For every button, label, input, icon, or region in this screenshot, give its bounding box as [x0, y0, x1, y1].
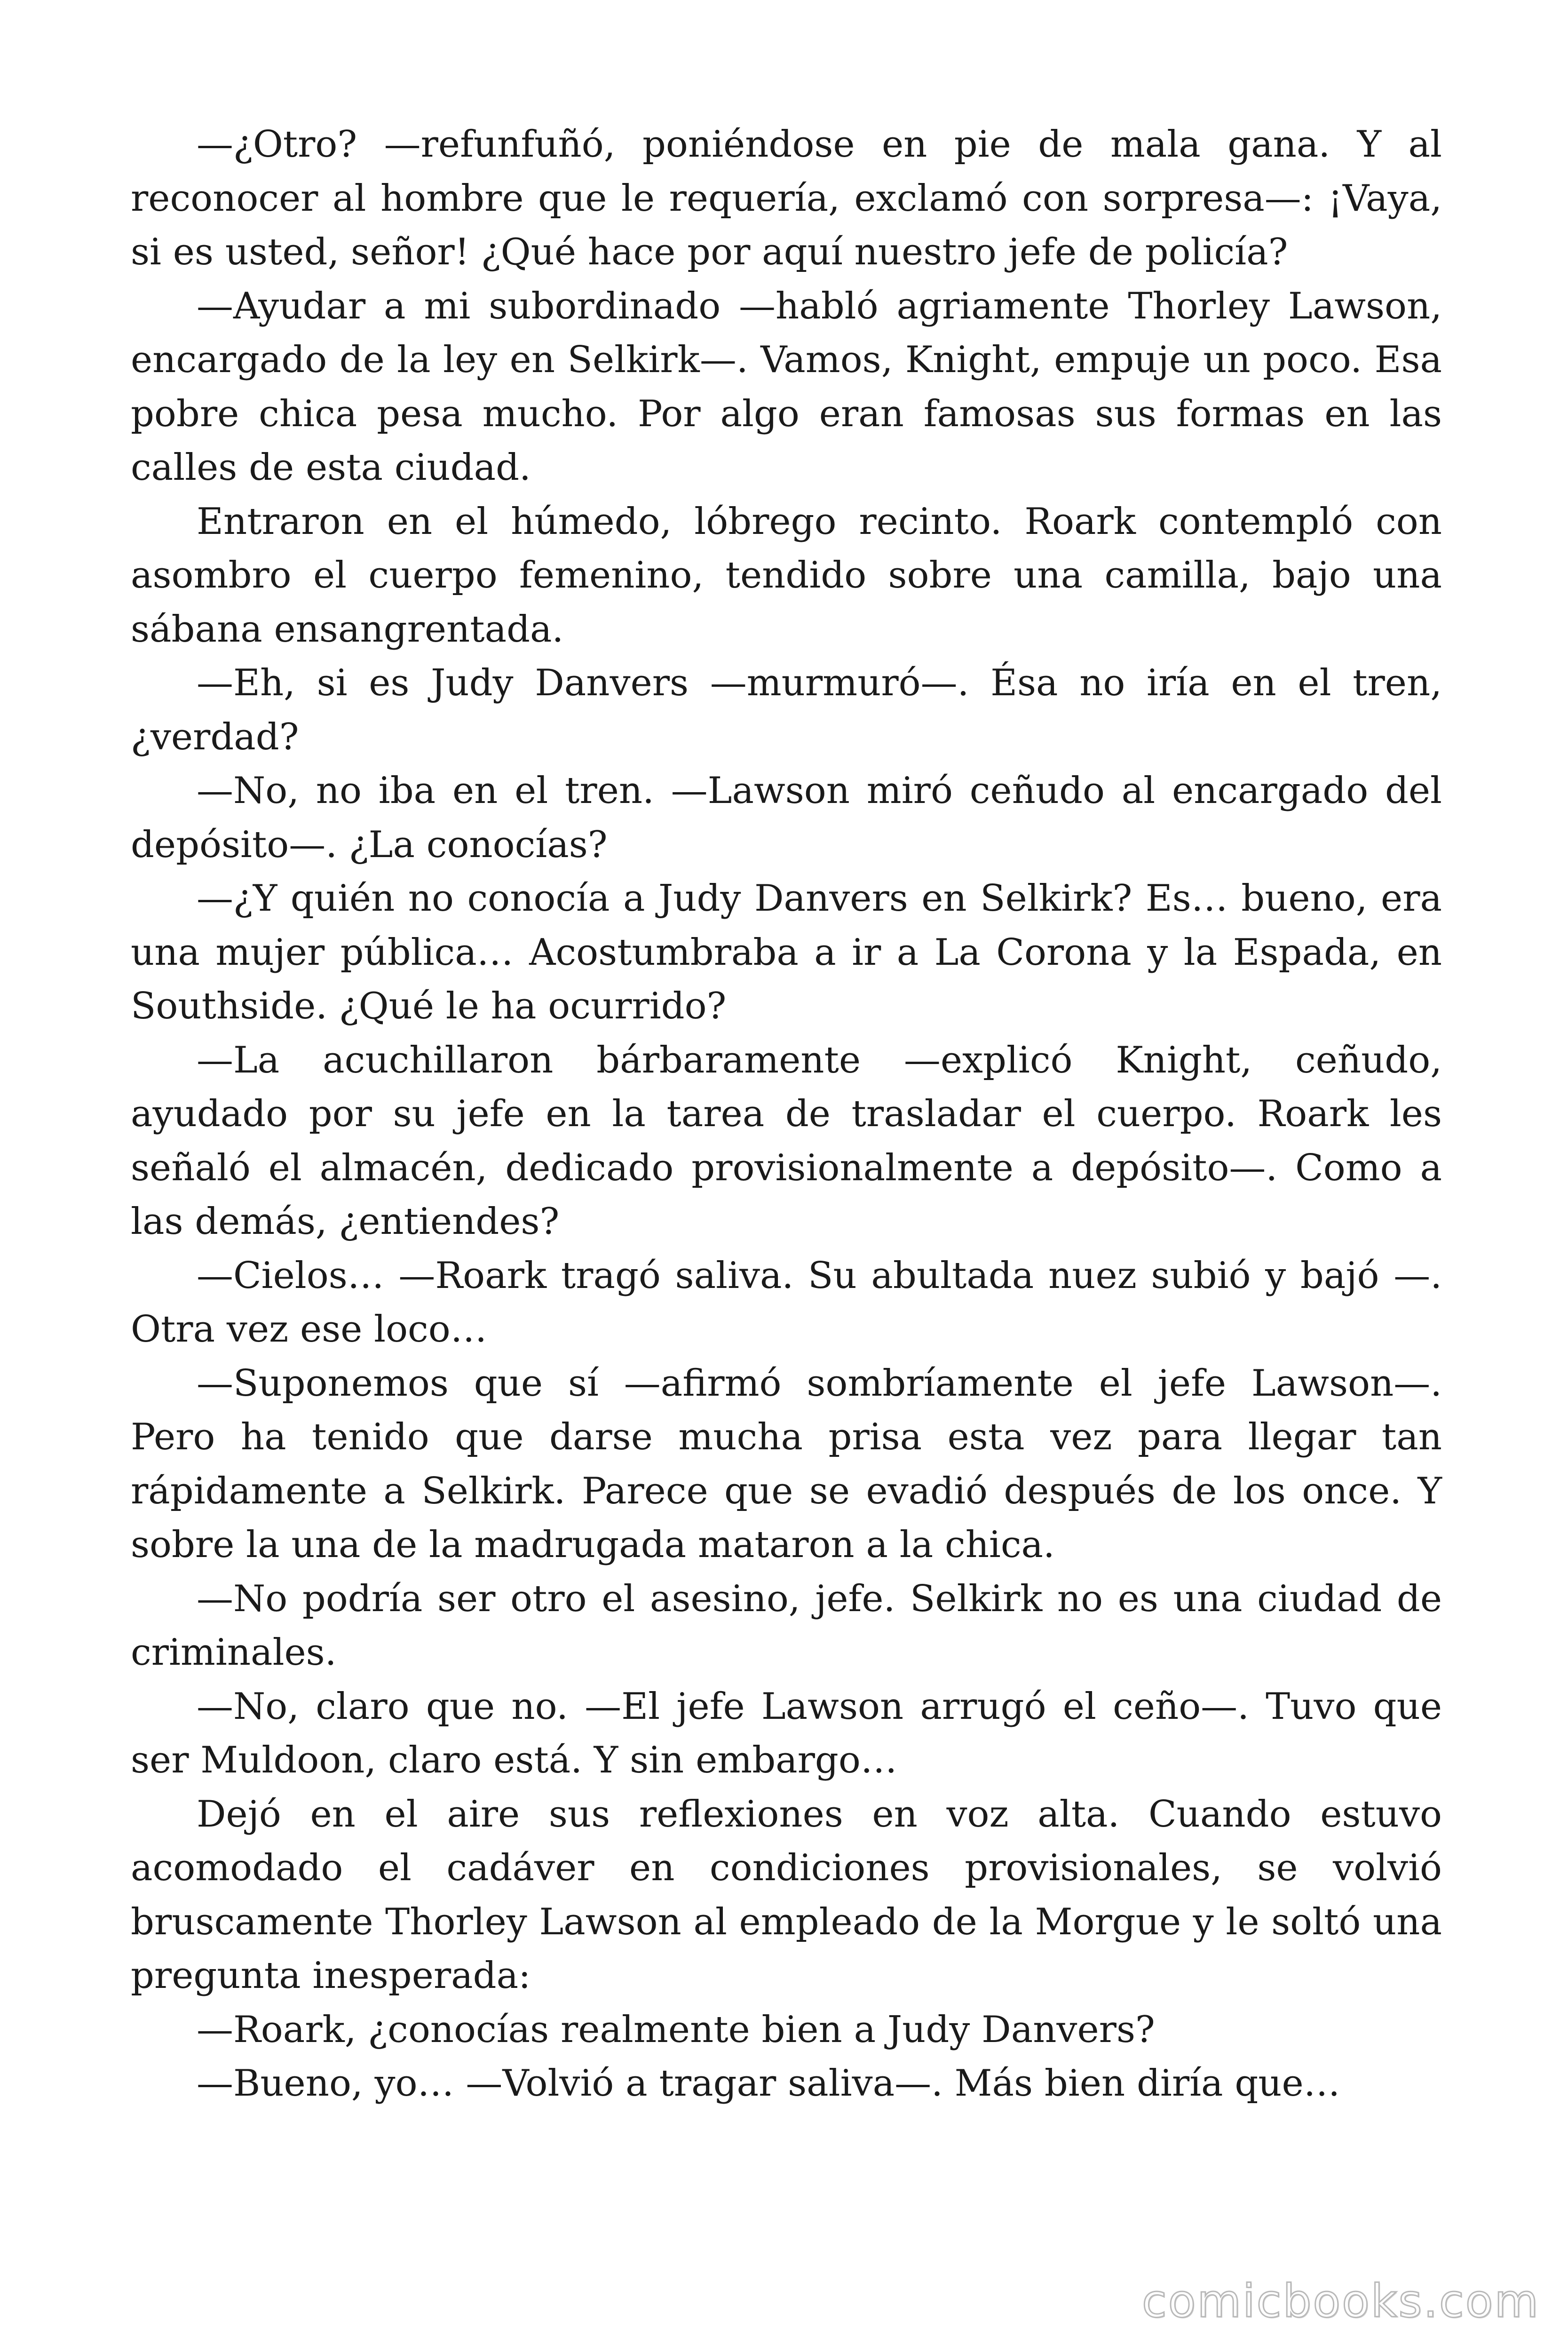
paragraph: Entraron en el húmedo, lóbrego recinto. Roark contempló con asombro el cuerpo femenino, tendido sobre una camilla, bajo una sábana ensangrentada.: [131, 500, 1442, 651]
paragraph: —Ayudar a mi subordinado —habló agriamente Thorley Lawson, encargado de la ley en Selkirk—. Vamos, Knight, empuje un poco. Esa pobre chica pesa mucho. Por algo eran famosas sus formas en las calles de esta ciudad.: [131, 285, 1442, 489]
paragraph: —Cielos… —Roark tragó saliva. Su abultada nuez subió y bajó —. Otra vez ese loco…: [131, 1254, 1442, 1351]
paragraph: —Roark, ¿conocías realmente bien a Judy Danvers?: [197, 2008, 1155, 2051]
paragraph: Dejó en el aire sus reflexiones en voz alta. Cuando estuvo acomodado el cadáver en condiciones provisionales, se volvió bruscamente Thorley Lawson al empleado de la Morgue y le soltó una pregunta inesperada:: [131, 1793, 1442, 1997]
paragraph: —¿Y quién no conocía a Judy Danvers en Selkirk? Es… bueno, era una mujer pública… Acostumbraba a ir a La Corona y la Espada, en Southside. ¿Qué le ha ocurrido?: [131, 877, 1442, 1027]
paragraph: —Bueno, yo… —Volvió a tragar saliva—. Más bien diría que…: [197, 2062, 1340, 2105]
paragraph: —La acuchillaron bárbaramente —explicó Knight, ceñudo, ayudado por su jefe en la tarea de trasladar el cuerpo. Roark les señaló el almacén, dedicado provisionalmente a depósito—. Como a las demás, ¿entiendes?: [131, 1039, 1442, 1243]
paragraph: —No podría ser otro el asesino, jefe. Selkirk no es una ciudad de criminales.: [131, 1577, 1442, 1674]
paragraph: —Eh, si es Judy Danvers —murmuró—. Ésa no iría en el tren, ¿verdad?: [131, 662, 1442, 758]
paragraph: —No, claro que no. —El jefe Lawson arrugó el ceño—. Tuvo que ser Muldoon, claro está. Y sin embargo…: [131, 1685, 1442, 1781]
body-text: [131, 118, 1442, 2111]
paragraph: —Suponemos que sí —afirmó sombríamente el jefe Lawson—. Pero ha tenido que darse mucha prisa esta vez para llegar tan rápidamente a Selkirk. Parece que se evadió después de los once. Y sobre la una de la madrugada mataron a la chica.: [131, 1362, 1442, 1566]
watermark: comicbooks.com: [1141, 2275, 1540, 2328]
paragraph: —No, no iba en el tren. —Lawson miró ceñudo al encargado del depósito—. ¿La conocías?: [131, 770, 1442, 866]
paragraph: —¿Otro? —refunfuñó, poniéndose en pie de mala gana. Y al reconocer al hombre que le requería, exclamó con sorpresa—: ¡Vaya, si es usted, señor! ¿Qué hace por aquí nuestro jefe de policía?: [131, 123, 1442, 273]
